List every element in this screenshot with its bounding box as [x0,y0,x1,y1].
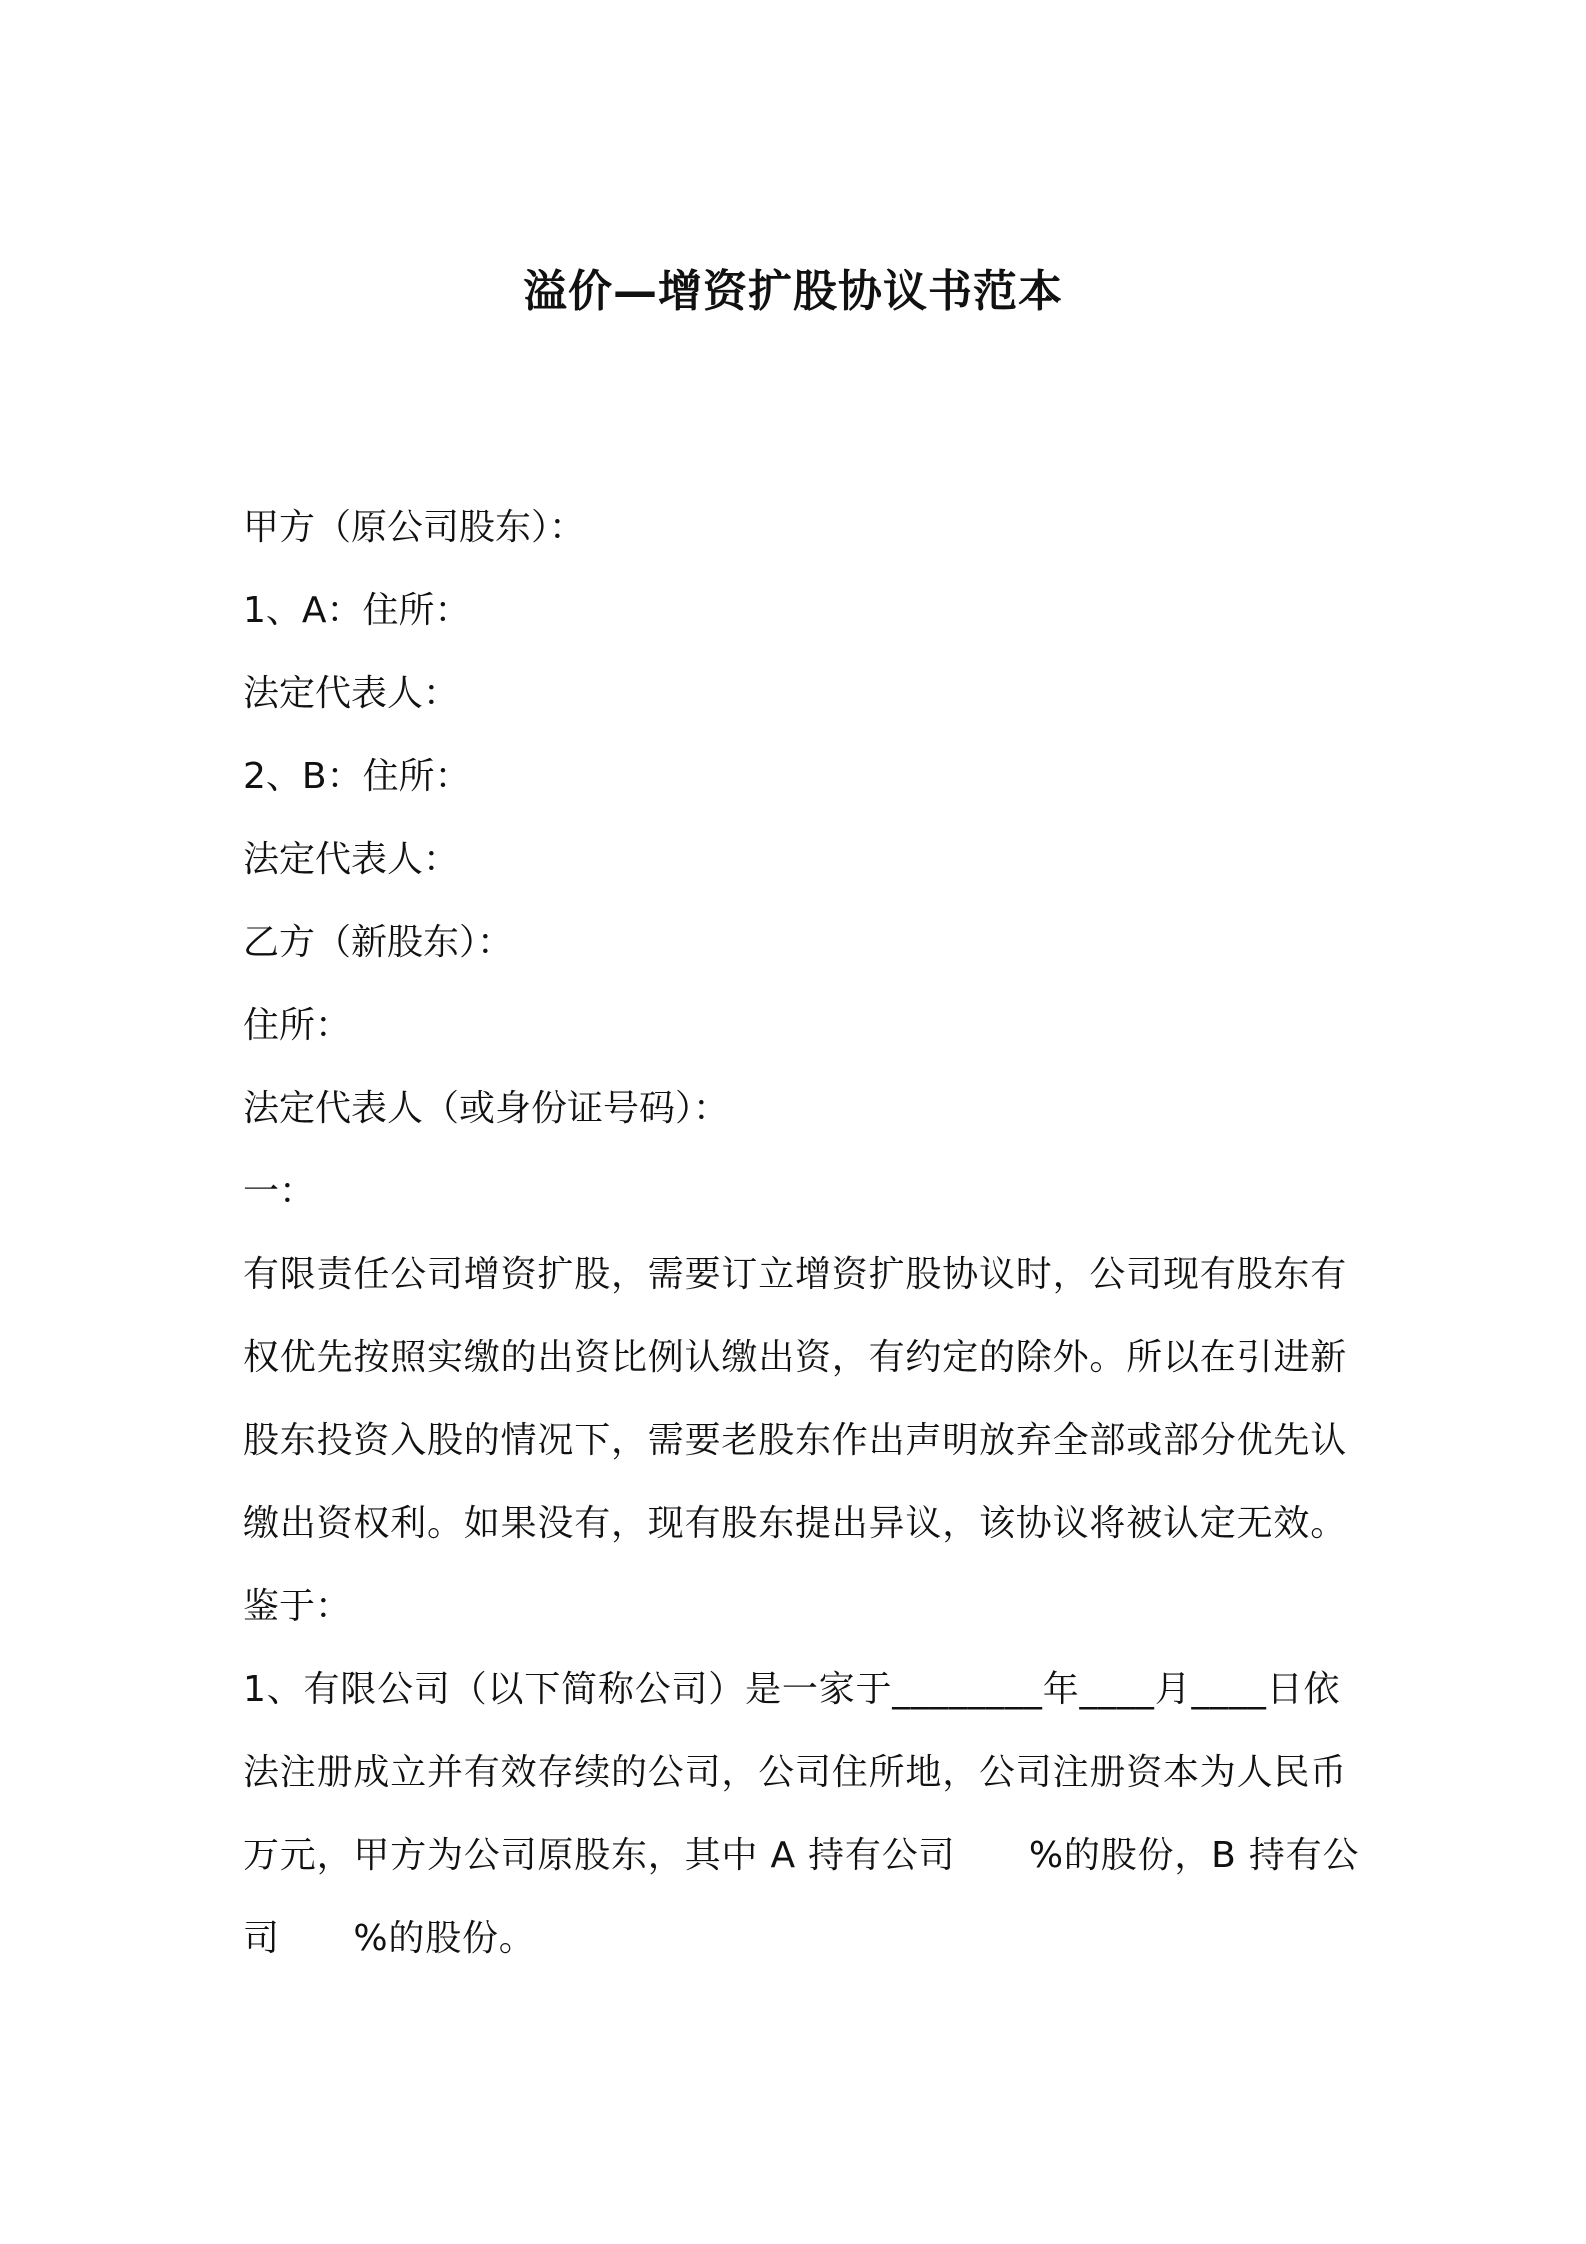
section-one-heading: 一： [243,1171,316,1212]
whereas-label: 鉴于： [243,1586,352,1627]
party-b-legal-rep: 法定代表人（或身份证号码）： [243,1088,730,1129]
party-a2-address: 2、B：住所： [243,756,471,797]
party-b-heading: 乙方（新股东）： [243,922,514,963]
intro-paragraph: 有限责任公司增资扩股，需要订立增资扩股协议时，公司现有股东有权优先按照实缴的出资比例认缴出资，有约定的除外。所以在引进新股东投资入股的情况下，需要老股东作出声明放弃全部或部分优先认缴出资权利。如果没有，现有股东提出异议，该协议将被认定无效。 [243,1254,1348,1544]
party-a1-address: 1、A：住所： [243,590,471,631]
clause-1-paragraph: 1、有限公司（以下简称公司）是一家于________年____月____日依法注册成立并有效存续的公司，公司住所地，公司注册资本为人民币 万元，甲方为公司原股东，其中 A 持有公司 %的股份，B 持有公司 %的股份。 [243,1669,1421,1959]
party-a1-legal-rep: 法定代表人： [243,673,460,714]
document-title: 溢价—增资扩股协议书范本 [523,266,1063,317]
party-b-address: 住所： [243,1005,352,1046]
party-a-heading: 甲方（原公司股东）： [243,507,586,548]
party-a2-legal-rep: 法定代表人： [243,839,460,880]
